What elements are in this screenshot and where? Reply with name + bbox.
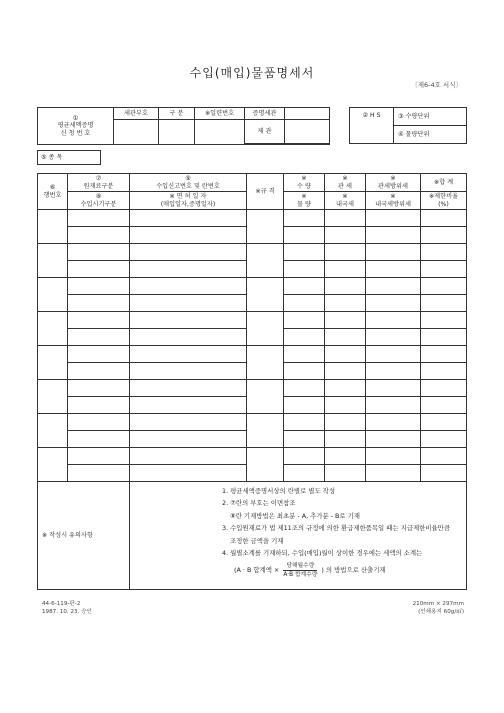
entry-cell[interactable]	[130, 244, 247, 261]
c10-label: ※ 면 허 일 자	[169, 193, 207, 201]
row-no-cell[interactable]	[38, 244, 68, 278]
entry-cell[interactable]	[284, 465, 325, 482]
entry-cell[interactable]	[325, 278, 366, 295]
import-no-header	[130, 174, 247, 192]
entry-cell[interactable]	[366, 380, 421, 397]
entry-cell[interactable]	[421, 431, 467, 448]
entry-cell[interactable]	[68, 414, 130, 431]
footer-size: 210mm × 297mm	[412, 601, 464, 607]
entry-row	[38, 380, 467, 397]
formula-line	[222, 559, 466, 581]
c8-num: ⑧	[95, 193, 102, 201]
c9-label: 수입신고번호 및 란번호	[156, 182, 220, 190]
applicant-label-2: 신 청 번 호	[60, 129, 91, 137]
entry-cell[interactable]	[325, 380, 366, 397]
footer-left	[42, 600, 92, 616]
c7-label: 원재료구분	[83, 182, 114, 190]
inner-duty-header	[325, 192, 366, 210]
serial-no-header: ※일련번호	[195, 108, 245, 120]
footer-code: 44-6-119-판-2	[42, 601, 81, 607]
row-no-cell[interactable]	[38, 346, 68, 380]
notes-row	[38, 482, 467, 590]
entry-cell[interactable]	[325, 431, 366, 448]
limit-rate-header	[421, 192, 467, 210]
entry-cell[interactable]	[421, 465, 467, 482]
entry-cell[interactable]	[421, 329, 467, 346]
entry-cell[interactable]	[284, 278, 325, 295]
entry-cell[interactable]	[421, 295, 467, 312]
spec-cell[interactable]	[247, 346, 284, 380]
entry-cell[interactable]	[325, 329, 366, 346]
entry-cell[interactable]	[325, 261, 366, 278]
data-rows	[38, 210, 467, 482]
entry-cell[interactable]	[325, 414, 366, 431]
entry-cell[interactable]	[325, 210, 366, 227]
entry-cell[interactable]	[130, 312, 247, 329]
entry-cell[interactable]	[284, 431, 325, 448]
entry-cell[interactable]	[68, 431, 130, 448]
entry-row	[38, 414, 467, 431]
entry-cell[interactable]	[421, 210, 467, 227]
row-no-cell[interactable]	[38, 210, 68, 244]
spec-cell[interactable]	[247, 448, 284, 482]
entry-cell[interactable]	[421, 261, 467, 278]
spacer	[245, 144, 285, 145]
entry-cell[interactable]	[421, 244, 467, 261]
entry-cell[interactable]	[284, 397, 325, 414]
entry-row	[38, 312, 467, 329]
entry-cell[interactable]	[325, 295, 366, 312]
entry-cell[interactable]	[130, 414, 247, 431]
c8-label: 수입시기구분	[80, 200, 117, 208]
formula-fraction	[283, 562, 317, 579]
entry-cell[interactable]	[421, 363, 467, 380]
entry-cell[interactable]	[68, 346, 130, 363]
entry-cell[interactable]	[366, 431, 421, 448]
entry-cell[interactable]	[366, 295, 421, 312]
certifier-header: 증명세관	[245, 108, 285, 120]
entry-cell[interactable]	[366, 414, 421, 431]
limit-rate-label: ※제한비율	[428, 193, 459, 201]
footer-paper: (인쇄용지 60g/㎡)	[418, 609, 464, 615]
entry-cell[interactable]	[284, 448, 325, 465]
row-no-num: ⑥	[49, 184, 56, 192]
entry-cell[interactable]	[421, 227, 467, 244]
formula-suffix: ) 의 방법으로 산출기재	[321, 566, 386, 575]
form-number: 〔제6-4호 서식〕	[411, 81, 462, 89]
entry-cell[interactable]	[284, 261, 325, 278]
entry-cell[interactable]	[130, 397, 247, 414]
entry-row	[38, 278, 467, 295]
entry-cell[interactable]	[284, 346, 325, 363]
entry-cell[interactable]	[421, 346, 467, 363]
spec-cell[interactable]	[247, 210, 284, 244]
entry-cell[interactable]	[130, 465, 247, 482]
duty-header	[325, 174, 366, 192]
row-no-header	[38, 174, 68, 210]
hs-label: ② H S	[350, 108, 394, 144]
spec-cell[interactable]	[247, 312, 284, 346]
weight-mark: ※	[301, 193, 307, 201]
applicant-label-cell	[38, 108, 114, 145]
footer-approval: 1987. 10. 23. 승인	[42, 609, 92, 615]
entry-cell[interactable]	[366, 329, 421, 346]
entry-cell[interactable]	[68, 244, 130, 261]
entry-cell[interactable]	[366, 244, 421, 261]
entry-row	[38, 244, 467, 261]
material-type-header	[68, 174, 130, 192]
inner-refund-header	[366, 192, 421, 210]
spec-cell[interactable]	[247, 414, 284, 448]
duty-label: 관 세	[338, 182, 352, 190]
entry-cell[interactable]	[130, 295, 247, 312]
blank-header	[285, 108, 330, 120]
qty-mark: ※	[301, 175, 307, 183]
license-date-header	[130, 192, 247, 210]
row-no-cell[interactable]	[38, 312, 68, 346]
weight-unit-label: ④ 물량단위	[394, 126, 467, 144]
division-header: 구 분	[159, 108, 195, 120]
entry-row	[38, 346, 467, 363]
entry-row	[38, 448, 467, 465]
entry-cell[interactable]	[421, 414, 467, 431]
entry-cell[interactable]	[366, 465, 421, 482]
entry-cell[interactable]	[284, 329, 325, 346]
entry-cell[interactable]	[284, 380, 325, 397]
weight-label: 물 량	[297, 200, 311, 208]
entry-cell[interactable]	[130, 210, 247, 227]
entry-cell[interactable]	[68, 397, 130, 414]
entry-cell[interactable]	[366, 448, 421, 465]
entry-cell[interactable]	[366, 227, 421, 244]
note-line: ⑧란 기재방법은 최초분 - A, 추가분 - B로 기재	[230, 511, 360, 520]
weight-header	[284, 192, 325, 210]
notes-label: ※ 작성시 유의사항	[38, 482, 130, 590]
notes-cell	[130, 482, 467, 590]
total-header: ※합 계	[421, 174, 467, 192]
entry-cell[interactable]	[130, 261, 247, 278]
entry-cell[interactable]	[130, 329, 247, 346]
entry-cell[interactable]	[325, 312, 366, 329]
entry-cell[interactable]	[130, 278, 247, 295]
row-no-cell[interactable]	[38, 448, 68, 482]
entry-cell[interactable]	[366, 397, 421, 414]
entry-cell[interactable]	[284, 210, 325, 227]
entry-cell[interactable]	[68, 295, 130, 312]
entry-cell[interactable]	[284, 295, 325, 312]
entry-cell[interactable]	[325, 448, 366, 465]
form-title: 수입(매입)물품명세서	[189, 66, 315, 80]
formula-prefix: (A · B 합계액 ×	[234, 566, 280, 575]
c7-num: ⑦	[95, 175, 102, 183]
entry-cell[interactable]	[284, 363, 325, 380]
main-table	[37, 173, 467, 590]
entry-cell[interactable]	[421, 278, 467, 295]
entry-cell[interactable]	[284, 312, 325, 329]
duty-refund-mark: ※	[390, 175, 396, 183]
inner-refund-mark: ※	[390, 193, 396, 201]
spec-cell[interactable]	[247, 244, 284, 278]
c9-num: ⑨	[185, 175, 191, 183]
row-no-cell[interactable]	[38, 380, 68, 414]
row-no-cell[interactable]	[38, 278, 68, 312]
applicant-label-1: 평균세액증명	[57, 122, 94, 130]
entry-row	[38, 210, 467, 227]
hs-table	[349, 107, 467, 144]
entry-cell[interactable]	[366, 312, 421, 329]
entry-cell[interactable]	[68, 380, 130, 397]
entry-cell[interactable]	[68, 312, 130, 329]
note-line: 1. 평균세액증명서상의 란별로 별도 작성	[222, 487, 335, 495]
spacer	[285, 144, 330, 145]
note-line: 조정한 금액을 기재	[230, 536, 284, 545]
entry-cell[interactable]	[421, 448, 467, 465]
qty-label: 수 량	[297, 182, 311, 190]
entry-cell[interactable]	[68, 363, 130, 380]
entry-cell[interactable]	[130, 227, 247, 244]
entry-cell[interactable]	[68, 227, 130, 244]
entry-cell[interactable]	[130, 380, 247, 397]
category-label: ⑤ 종 목	[38, 151, 101, 165]
duty-mark: ※	[342, 175, 348, 183]
inner-duty-label: 내국세	[336, 200, 354, 208]
row-no-label: 행번호	[43, 191, 62, 199]
entry-cell[interactable]	[68, 210, 130, 227]
qty-unit-label: ③ 수량단위	[394, 108, 467, 126]
entry-cell[interactable]	[366, 210, 421, 227]
entry-cell[interactable]	[325, 346, 366, 363]
applicant-table	[37, 107, 330, 145]
entry-cell[interactable]	[68, 261, 130, 278]
inner-duty-mark: ※	[342, 193, 348, 201]
inner-refund-label: 내국세방위세	[375, 200, 411, 208]
customs-no-header: 세관부호	[114, 108, 159, 120]
limit-unit: (%)	[438, 200, 449, 208]
spec-cell[interactable]	[247, 278, 284, 312]
entry-cell[interactable]	[130, 431, 247, 448]
spec-cell[interactable]	[247, 380, 284, 414]
entry-cell[interactable]	[325, 244, 366, 261]
entry-cell[interactable]	[68, 448, 130, 465]
entry-cell[interactable]	[68, 465, 130, 482]
note-line: 3. 수입원재료가 법 제11조의 규정에 의한 환급제한품목일 때는 지급제한비율만큼	[222, 524, 451, 533]
product-label: 제 관	[245, 120, 285, 144]
applicant-num: ①	[72, 115, 79, 123]
product-cell[interactable]	[285, 120, 330, 144]
entry-cell[interactable]	[325, 465, 366, 482]
entry-cell[interactable]	[325, 363, 366, 380]
category-table	[37, 150, 101, 165]
entry-cell[interactable]	[421, 380, 467, 397]
formula-denominator: A·B 합계수량	[283, 571, 318, 578]
entry-cell[interactable]	[130, 448, 247, 465]
qty-header	[284, 174, 325, 192]
footer-right	[413, 600, 464, 616]
entry-cell[interactable]	[325, 397, 366, 414]
entry-cell[interactable]	[366, 363, 421, 380]
note-line: 4. 월별소계를 기재하되, 수입(매입)월이 상이한 경우에는 세액의 소계는	[222, 548, 423, 557]
c10-sub: (매입일자,증명일자)	[160, 200, 216, 208]
entry-cell[interactable]	[284, 244, 325, 261]
formula-numerator: 당해월수량	[283, 562, 317, 571]
entry-cell[interactable]	[68, 278, 130, 295]
duty-refund-label: 관세방위세	[378, 182, 408, 190]
entry-cell[interactable]	[421, 397, 467, 414]
import-period-header	[68, 192, 130, 210]
entry-cell[interactable]	[68, 329, 130, 346]
entry-cell[interactable]	[421, 312, 467, 329]
entry-cell[interactable]	[130, 363, 247, 380]
row-no-cell[interactable]	[38, 414, 68, 448]
division-cell[interactable]	[159, 120, 195, 145]
spec-header: ※규 격	[247, 174, 284, 210]
entry-cell[interactable]	[366, 346, 421, 363]
customs-no-cell[interactable]	[114, 120, 159, 145]
duty-refund-header	[366, 174, 421, 192]
note-line: 2. ⑦란의 부호는 이면참조	[222, 499, 296, 508]
entry-cell[interactable]	[284, 414, 325, 431]
entry-cell[interactable]	[366, 278, 421, 295]
entry-cell[interactable]	[366, 261, 421, 278]
entry-cell[interactable]	[130, 346, 247, 363]
serial-no-cell[interactable]	[195, 120, 245, 145]
entry-cell[interactable]	[325, 227, 366, 244]
entry-cell[interactable]	[284, 227, 325, 244]
